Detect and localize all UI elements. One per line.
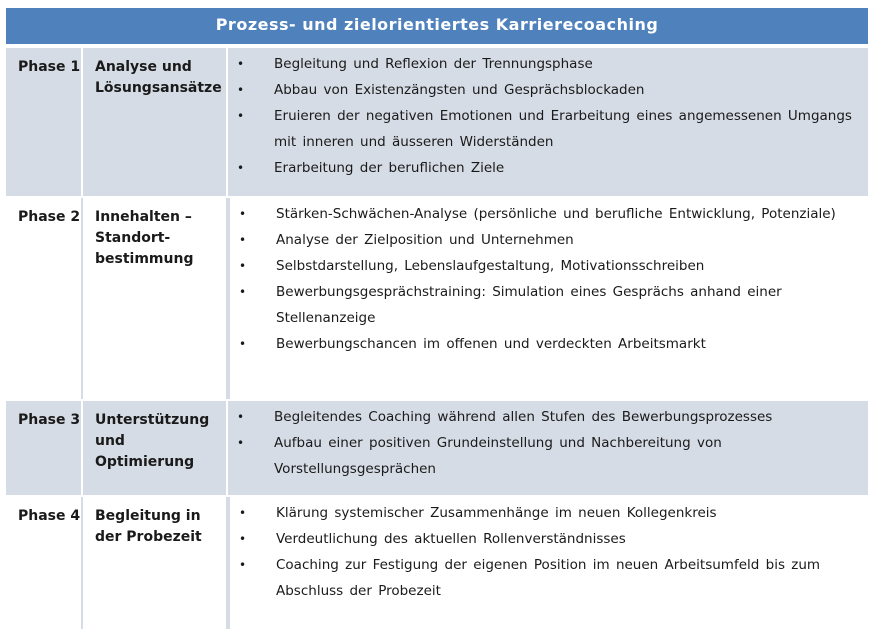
bullet-icon: • (237, 436, 245, 450)
phase-cell (6, 497, 83, 629)
phase-cell (6, 198, 83, 399)
list-item: • Stärken-Schwächen-Analyse (persönliche und berufliche Entwicklung, Potenziale) (230, 201, 868, 227)
table-title: Prozess- und zielorientiertes Karrierecoaching (6, 8, 868, 46)
list-item: • Begleitung und Reflexion der Trennungsphase (228, 51, 868, 77)
list-item: • Bewerbungschancen im offenen und verdeckten Arbeitsmarkt (230, 331, 868, 357)
phase-items-cell (228, 198, 868, 399)
table-row-phase-3 (6, 399, 868, 495)
bullet-list (228, 404, 868, 482)
bullet-list (230, 500, 868, 604)
list-item: • Analyse der Zielposition und Unternehmen (230, 227, 868, 253)
phase-name-cell: Unterstützung und Optimierung (83, 401, 228, 495)
bullet-icon: • (239, 337, 247, 351)
list-item: • Coaching zur Festigung der eigenen Position im neuen Arbeitsumfeld bis zum Abschluss der Probezeit (230, 552, 868, 604)
list-item: • Eruieren der negativen Emotionen und Erarbeitung eines angemessenen Umgangs mit inneren und äusseren Widerständen (228, 103, 868, 155)
list-item: • Verdeutlichung des aktuellen Rollenverständnisses (230, 526, 868, 552)
phase-name-cell: Analyse und Lösungsansätze (83, 48, 228, 196)
list-item: • Selbstdarstellung, Lebenslaufgestaltung, Motivationsschreiben (230, 253, 868, 279)
bullet-icon: • (239, 558, 247, 572)
phase-items-cell (228, 48, 868, 196)
phase-cell (6, 48, 83, 196)
bullet-icon: • (239, 285, 247, 299)
list-item: • Begleitendes Coaching während allen Stufen des Bewerbungsprozesses (228, 404, 868, 430)
phase-items-cell (228, 401, 868, 495)
bullet-icon: • (239, 259, 247, 273)
list-item: • Bewerbungsgesprächstraining: Simulation eines Gesprächs anhand einer Stellenanzeige (230, 279, 868, 331)
phase-label: Phase 4 (18, 508, 81, 524)
phase-label: Phase 3 (18, 412, 81, 428)
list-item: • Erarbeitung der beruflichen Ziele (228, 155, 868, 181)
bullet-list (228, 51, 868, 181)
bullet-icon: • (237, 161, 245, 175)
phase-name-cell: Begleitung in der Probezeit (83, 497, 228, 629)
phase-label: Phase 2 (18, 209, 81, 225)
phase-label: Phase 1 (18, 59, 81, 75)
bullet-icon: • (239, 233, 247, 247)
phase-name-cell: Innehalten – Standort-bestimmung (83, 198, 228, 399)
table-row-phase-1 (6, 46, 868, 196)
table-row-phase-2 (6, 196, 868, 399)
list-item: • Aufbau einer positiven Grundeinstellung und Nachbereitung von Vorstellungsgesprächen (228, 430, 868, 482)
phase-items-cell (228, 497, 868, 629)
bullet-icon: • (239, 506, 247, 520)
bullet-icon: • (237, 57, 245, 71)
bullet-icon: • (239, 207, 247, 221)
phase-cell (6, 401, 83, 495)
bullet-icon: • (237, 410, 245, 424)
bullet-icon: • (239, 532, 247, 546)
list-item: • Klärung systemischer Zusammenhänge im neuen Kollegenkreis (230, 500, 868, 526)
bullet-icon: • (237, 83, 245, 97)
bullet-list (230, 201, 868, 357)
list-item: • Abbau von Existenzängsten und Gesprächsblockaden (228, 77, 868, 103)
table-row-phase-4 (6, 495, 868, 629)
bullet-icon: • (237, 109, 245, 123)
coaching-table (6, 8, 868, 629)
